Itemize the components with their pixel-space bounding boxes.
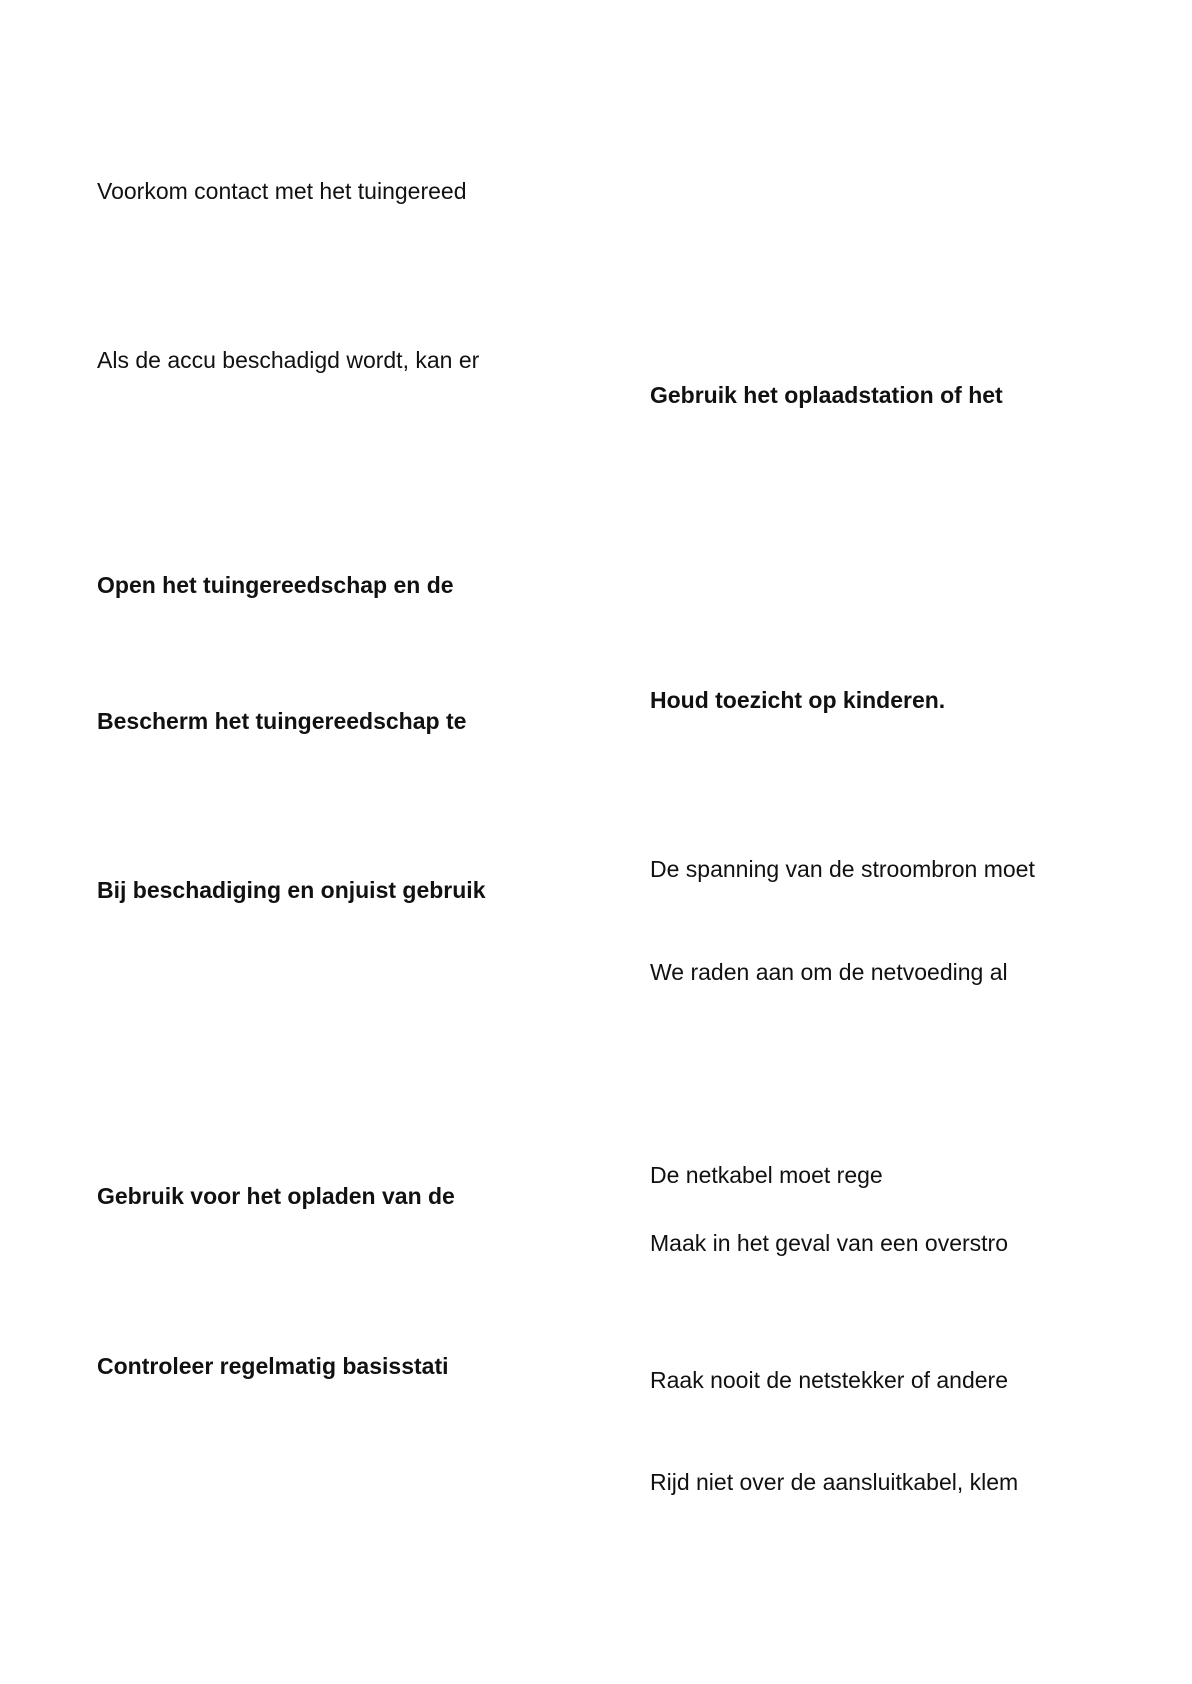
right-heading-2: Houd toezicht op kinderen. bbox=[650, 687, 946, 713]
right-text-2: We raden aan om de netvoeding al bbox=[650, 959, 1008, 985]
left-heading-4: Gebruik voor het opladen van de bbox=[97, 1183, 455, 1209]
right-text-6: Rijd niet over de aansluitkabel, klem bbox=[650, 1469, 1019, 1495]
left-text-1: Voorkom contact met het tuingereed bbox=[97, 178, 467, 204]
left-heading-1: Open het tuingereedschap en de bbox=[97, 572, 454, 598]
right-heading-1: Gebruik het oplaadstation of het bbox=[650, 382, 1003, 408]
left-heading-3: Bij beschadiging en onjuist gebruik bbox=[97, 877, 486, 903]
right-text-5: Raak nooit de netstekker of andere bbox=[650, 1367, 1009, 1393]
right-text-1: De spanning van de stroombron moet bbox=[650, 856, 1035, 882]
left-heading-5: Controleer regelmatig basisstati bbox=[97, 1353, 449, 1379]
left-text-2: Als de accu beschadigd wordt, kan er bbox=[97, 347, 480, 373]
right-text-4: Maak in het geval van een overstro bbox=[650, 1230, 1008, 1256]
right-text-3: De netkabel moet rege bbox=[650, 1162, 883, 1188]
left-heading-2: Bescherm het tuingereedschap te bbox=[97, 708, 467, 734]
